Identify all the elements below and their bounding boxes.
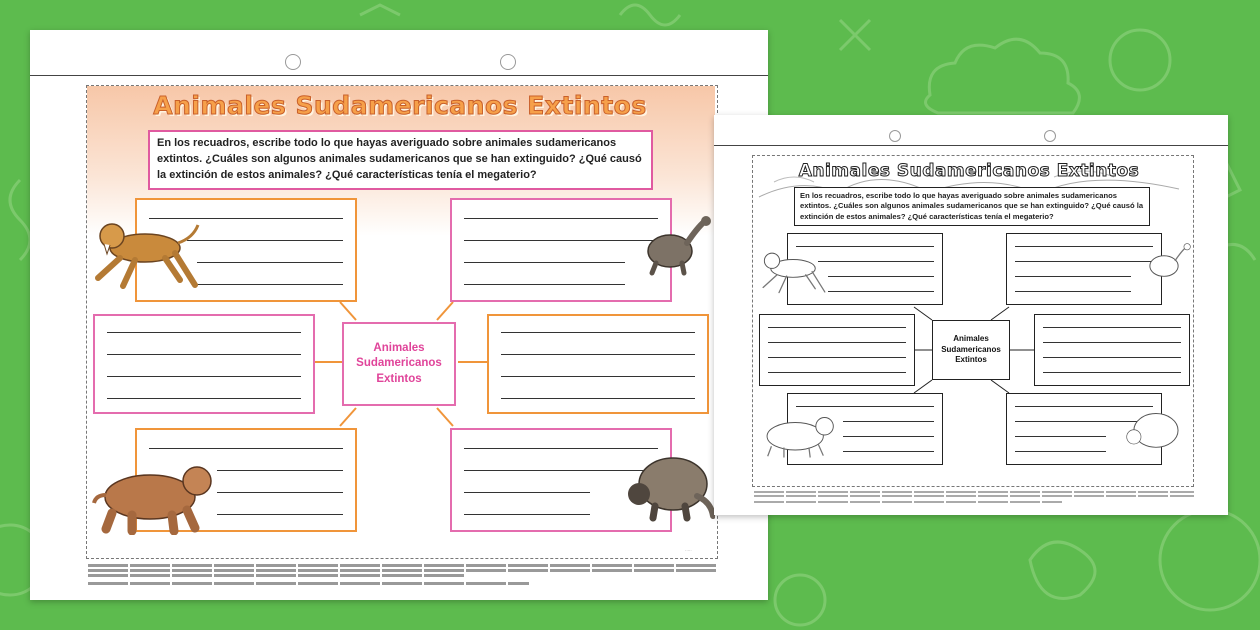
worksheet-instructions: En los recuadros, escribe todo lo que hayas averiguado sobre animales sudamericanos extintos. ¿Cuáles son algunos animales sudamericanos que se han extinguido? ¿Qué causó la extinción de estos animales? ¿Qué características tenía el megaterio?	[148, 130, 653, 190]
legal-fine-print	[88, 562, 718, 585]
sabertooth-cat-icon	[758, 240, 828, 300]
credit-mark: ·····	[685, 548, 692, 553]
bw-worksheet-preview	[714, 115, 1228, 515]
glyptodon-tortoise-icon	[642, 213, 712, 278]
glyptodon-armadillo-icon	[1124, 407, 1184, 459]
writing-box-middle-left[interactable]	[759, 314, 915, 386]
worksheet-title: Animales Sudamericanos Extintos	[153, 91, 647, 120]
writing-box-middle-right[interactable]	[1034, 314, 1190, 386]
cloud-doodle-icon	[926, 39, 1080, 113]
mindmap-center-label: Animales Sudamericanos Extintos	[342, 322, 456, 406]
lightbulb-doodle-icon	[1110, 30, 1170, 90]
writing-box-middle-left[interactable]	[93, 314, 315, 414]
writing-box-middle-right[interactable]	[487, 314, 709, 414]
ground-sloth-bear-icon	[758, 410, 838, 460]
mindmap-center-label: Animales Sudamericanos Extintos	[932, 320, 1010, 380]
legal-fine-print	[754, 489, 1194, 503]
color-worksheet-preview	[30, 30, 768, 600]
glyptodon-armadillo-icon	[625, 448, 715, 528]
ground-sloth-bear-icon	[92, 455, 217, 535]
worksheet-instructions: En los recuadros, escribe todo lo que hayas averiguado sobre animales sudamericanos extintos. ¿Cuáles son algunos animales sudamericanos que se han extinguido? ¿Qué causó la extinción de estos animales? ¿Qué características tenía el megaterio?	[794, 187, 1150, 226]
writing-box-top-right[interactable]	[450, 198, 672, 302]
glyptodon-tortoise-icon	[1146, 240, 1191, 285]
writing-box-top-right[interactable]	[1006, 233, 1162, 305]
worksheet-title: Animales Sudamericanos Extintos	[798, 161, 1140, 181]
sabertooth-cat-icon	[90, 208, 200, 293]
